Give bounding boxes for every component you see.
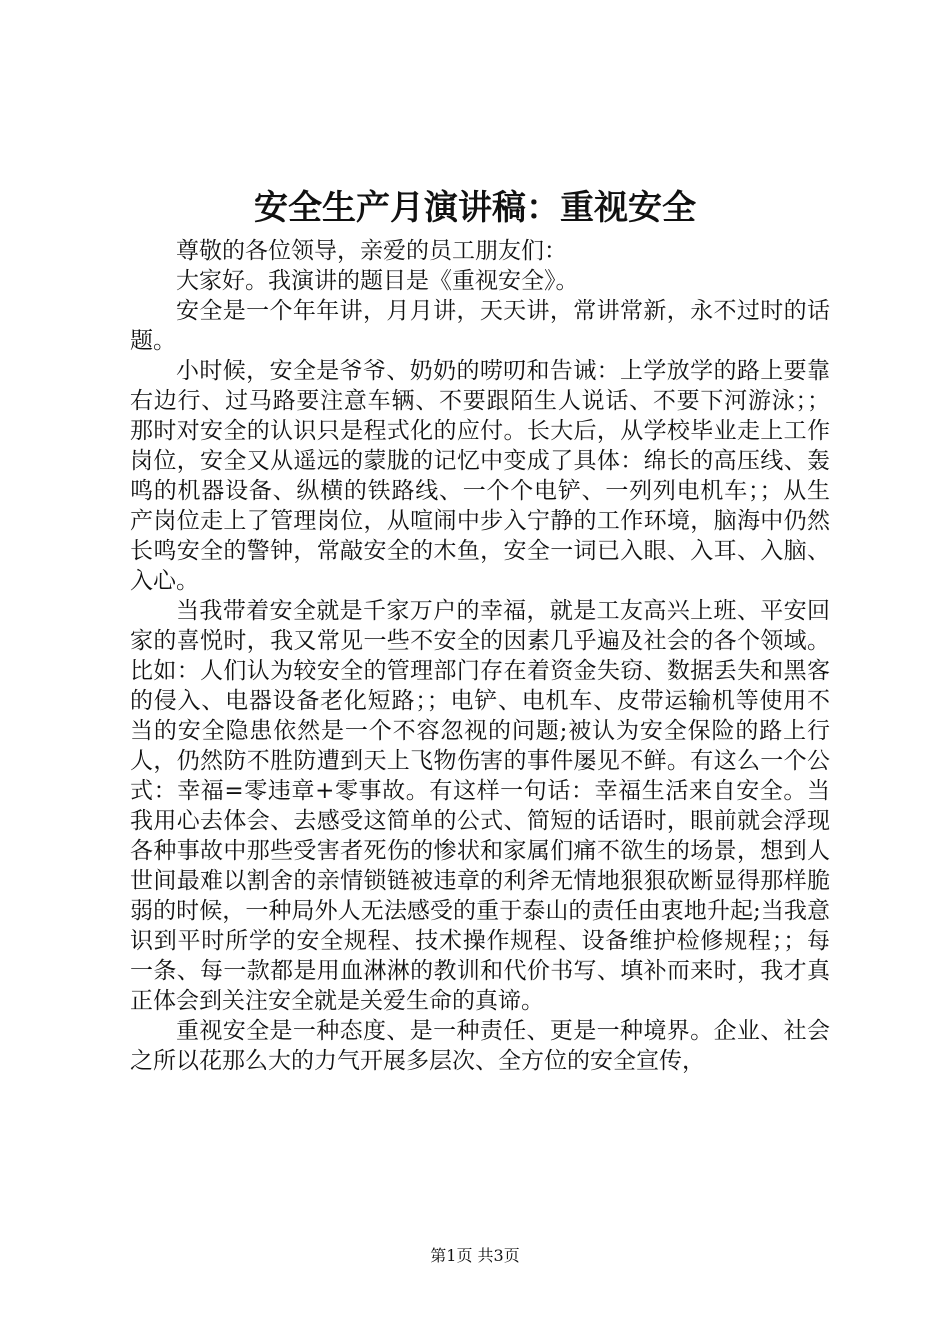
- paragraph-intro: 安全是一个年年讲，月月讲，天天讲，常讲常新，永不过时的话题。: [130, 298, 830, 354]
- paragraph-childhood: 小时候，安全是爷爷、奶奶的唠叨和告诫：上学放学的路上要靠右边行、过马路要注意车辆、不要跟陌生人说话、不要下河游泳；；那时对安全的认识只是程式化的应付。长大后，从学校毕业走上工作岗位，安全又从遥远的蒙胧的记忆中变成了具体：绵长的高压线、轰鸣的机器设备、纵横的铁路线、一个个电铲、一列列电机车；；从生产岗位走上了管理岗位，从喧闹中步入宁静的工作环境，脑海中仍然长鸣安全的警钟，常敲安全的木鱼，安全一词已入眼、入耳、入脑、入心。: [130, 358, 830, 594]
- page-number-footer: 第1页 共3页: [430, 1246, 520, 1265]
- document-body: [130, 236, 830, 1076]
- paragraph-greeting: 大家好。我演讲的题目是《重视安全》。: [176, 268, 579, 294]
- document-title: 安全生产月演讲稿：重视安全: [254, 188, 696, 228]
- paragraph-attitude: 重视安全是一种态度、是一种责任、更是一种境界。企业、社会之所以花那么大的力气开展多层次、全方位的安全宣传，: [130, 1018, 830, 1074]
- paragraph-happiness: 当我带着安全就是千家万户的幸福，就是工友高兴上班、平安回家的喜悦时，我又常见一些不安全的因素几乎遍及社会的各个领域。比如：人们认为较安全的管理部门存在着资金失窃、数据丢失和黑客的侵入、电器设备老化短路；；电铲、电机车、皮带运输机等使用不当的安全隐患依然是一个不容忽视的问题;被认为安全保险的路上行人，仍然防不胜防遭到天上飞物伤害的事件屡见不鲜。有这么一个公式：幸福=零违章+零事故。有这样一句话：幸福生活来自安全。当我用心去体会、去感受这简单的公式、简短的话语时，眼前就会浮现各种事故中那些受害者死伤的惨状和家属们痛不欲生的场景，想到人世间最难以割舍的亲情锁链被违章的利斧无情地狠狠砍断显得那样脆弱的时候，一种局外人无法感受的重于泰山的责任由衷地升起;当我意识到平时所学的安全规程、技术操作规程、设备维护检修规程；；每一条、每一款都是用血淋淋的教训和代价书写、填补而来时，我才真正体会到关注安全就是关爱生命的真谛。: [130, 598, 830, 1014]
- paragraph-salutation: 尊敬的各位领导，亲爱的员工朋友们：: [176, 238, 567, 264]
